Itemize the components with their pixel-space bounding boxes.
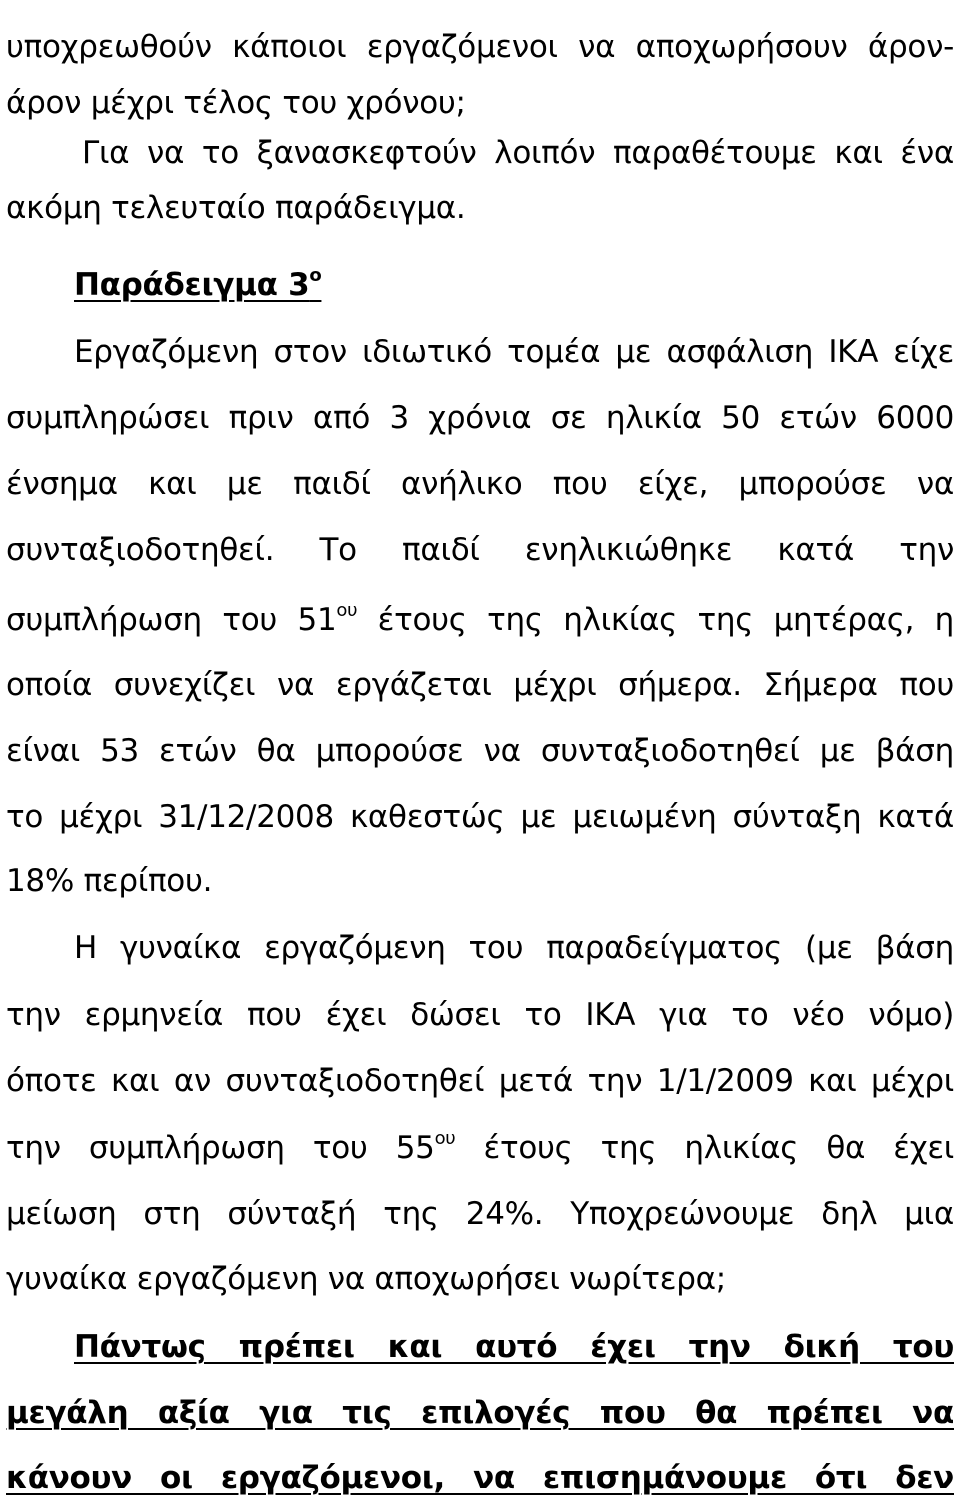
paragraph-line: συνταξιοδοτηθεί. Το παιδί ενηλικιώθηκε κατά την bbox=[6, 532, 954, 568]
paragraph-line: 18% περίπου. bbox=[6, 863, 213, 899]
example-heading-text: Παράδειγμα $3^o$ bbox=[74, 265, 322, 303]
paragraph-line: ένσημα και με παιδί ανήλικο που είχε, μπορούσε να bbox=[6, 466, 954, 502]
paragraph-line: Εργαζόμενη στον ιδιωτικό τομέα με ασφάλιση ΙΚΑ είχε bbox=[74, 334, 954, 370]
paragraph-line: το μέχρι 31/12/2008 καθεστώς με μειωμένη σύνταξη κατά bbox=[6, 799, 954, 835]
paragraph-line: Για να το ξανασκεφτούν λοιπόν παραθέτουμε και ένα bbox=[82, 135, 954, 171]
paragraph-line: την ερμηνεία που έχει δώσει το ΙΚΑ για το νέο νόμο) bbox=[6, 997, 954, 1033]
paragraph-line: γυναίκα εργαζόμενη να αποχωρήσει νωρίτερα; bbox=[6, 1261, 726, 1297]
paragraph-line: υποχρεωθούν κάποιοι εργαζόμενοι να αποχωρήσουν άρον- bbox=[6, 29, 954, 65]
paragraph-line: άρον μέχρι τέλος του χρόνου; bbox=[6, 85, 466, 121]
closing-line: κάνουν οι εργαζόμενοι, να επισημάνουμε ότι δεν bbox=[6, 1460, 954, 1496]
paragraph-line: την συμπλήρωση του $55^{o\upsilon}$ έτους της ηλικίας θα έχει bbox=[6, 1128, 954, 1166]
paragraph-line: συμπλήρωση του $51^{o\upsilon}$ έτους της ηλικίας της μητέρας, η bbox=[6, 600, 954, 638]
paragraph-line: είναι 53 ετών θα μπορούσε να συνταξιοδοτηθεί με βάση bbox=[6, 733, 954, 769]
paragraph-line: μείωση στη σύνταξή της 24%. Υποχρεώνουμε δηλ μια bbox=[6, 1196, 954, 1232]
paragraph-line: οποία συνεχίζει να εργάζεται μέχρι σήμερα. Σήμερα που bbox=[6, 667, 954, 703]
paragraph-line: Η γυναίκα εργαζόμενη του παραδείγματος (με βάση bbox=[74, 930, 954, 966]
closing-line: Πάντως πρέπει και αυτό έχει την δική του bbox=[74, 1329, 954, 1365]
example-heading bbox=[6, 263, 954, 307]
paragraph-line: ακόμη τελευταίο παράδειγμα. bbox=[6, 190, 466, 226]
closing-line: μεγάλη αξία για τις επιλογές που θα πρέπει να bbox=[6, 1395, 954, 1431]
paragraph-line: όποτε και αν συνταξιοδοτηθεί μετά την 1/1/2009 και μέχρι bbox=[6, 1063, 954, 1099]
paragraph-line: συμπληρώσει πριν από 3 χρόνια σε ηλικία 50 ετών 6000 bbox=[6, 400, 954, 436]
